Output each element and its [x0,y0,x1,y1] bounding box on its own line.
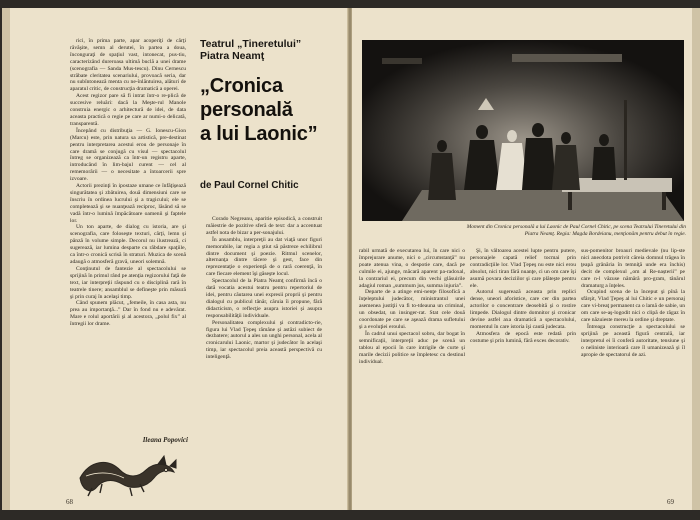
byline: de Paul Cornel Chitic [200,180,299,191]
left-page [10,8,348,510]
paragraph: Un ton aparte, de dialog cu istoria, are şi scenografia, care foloseşte texturi, cărţi, lemn şi pânză în volume simple. Decorul nu ilustrează, ci sugerează, iar lumina desparte cu răbdare spaţiile, ca într-o cronică scrisă în straturi. Muzica de scenă adaugă o atmosferă gravă, uneori solemnă. [70,224,186,265]
right-column-1 [359,248,465,504]
photo-caption: Moment din Cronica personală a lui Laonic de Paul Cornel Chitic, pe scena Teatrului Tineretului din Piatra Neamţ. Regia: Magda Bordeianu, menţionăm pentru debut în regie. [466,224,686,237]
paragraph: Ocupind scena de la început şi pînă la sfârşit, Vlad Ţepeş al lui Chitic e un personaj care vi-breaţ permanent ca o lamă de sabie, un om care se‑aş‑logodit nici o clipă de răgaz în care năzuieste mereu la ordine şi dreptate. [581,289,685,324]
paragraph: Când spunem plăcut, „femeile, în casa asta, nu prea au importanţă...” Dar în fond nu e adevărat. Mare e rolul aportării şi al acestora, „polul fix” al întregii lor drame. [70,300,186,328]
right-page-edge [692,8,700,510]
stage-scene-image [362,40,684,221]
page-number: 69 [667,498,674,506]
theatre-name-line2: Piatra Neamţ [200,50,265,62]
left-column-2 [206,216,322,508]
right-column-3 [581,248,685,504]
page-number: 68 [66,498,73,506]
paragraph: Conţinutul de fantezie al spectacolului se sprijină în primul rând pe atenţia regizorului faţă de text, iar interpreţii răspund cu o disciplină rară în teatrele tinere; ansamblul se defineşte prin măsură şi prin curaj în acelaşi timp. [70,265,186,300]
paragraph: Spectacolul de la Piatra Neamţ confirmă încă o dată vocatia acestui teatru pentru repertoriul de idei, pentru căutarea unei expresii proprii şi pentru dialogul cu publicul tânăr, căruia îi propune, fără didacticism, o reflecţie asupra istoriei şi asupra responsabilităţii individuale. [206,278,322,319]
paragraph: Personalitatea complexului şi contradicto-rie, figura lui Vlad Ţepeş rămâne şi astăzi subiect de dezbatere; autorul a ales un unghi personal, acela al cronicarului Laonic, martor şi judecător în acelaşi timp, iar spectacolul preia această perspectivă cu inteligenţă. [206,319,322,361]
right-page [352,8,692,510]
title-line2: personală [200,99,293,121]
paragraph: Şi, în vâltoarea acestei lupte pentru putere, personajele capată relief tocmai prin contradicţiile lor. Vlad Ţepeş nu este nici erou absolut, nici tiran fără nuanţe, ci un om care îşi asumă povara deciziilor şi care plăteşte pentru ele. [470,248,576,289]
paragraph: În ansamblu, interpreţii au dat viaţă unor figuri memorabile, iar regia a ştiut să păstreze echilibrul dintre document şi poezie. Ritmul scenelor, alternanţa dintre tăcere şi gest, face din reprezentaţie o experienţă de o rară coerenţă, în care fiecare element îşi găseşte locul. [206,236,322,278]
theatre-name [200,38,340,62]
paragraph: În cadrul unui spectacol sobru, dar bogat în semnificaţii, interpreţii aduc pe scenă un tablou al epocii în care intrigile de curte şi marile decizii politice se împletesc cu destinul individual. [359,330,465,365]
paragraph: rici, în prima parte, apar acoperiţi de cărţi răvăşite, semn al derutei, în partea a doua, înconguraţi de spaţiul vast, intonecat, pus-tiu, caracterizând dureroasa ultimă buclă a unei drame (scenografia — Sanda Mus-tescu). Dinu Cernescu străbate cleritatea scenariului, provoacă seria, dar nu subîntonează menta cu ne-înlăntuirea, alături de aparatul critic, de construcţia dramatică a operei. [70,38,186,93]
dragon-ornament-icon [72,448,182,498]
paragraph: Autorul sugerează aceasta prin replici dense, uneori aforistice, care cer din partea actorilor o concentrare deosebită şi o rostire limpede. Dialogul dintre domnitor şi cronicar devine astfel axa dramatică a spectacolului, momentul în care istoria îşi caută judecata. [470,289,576,330]
paragraph: Atmosfera de epocă este redată prin costume şi prin lumină, fără exces decorativ. [470,330,576,344]
paragraph: Corado Negreanu, aparitie episodică, a construit măiestrie de pozitive sferă de text: dar a accentuat astfel nota de bizar a per-sonajului. [206,216,322,236]
paragraph: Întreaga construcţie a spectacolului se sprijină pe această figură centrală, iar interpretul ei îi conferă autoritate, tensiune şi o neliniste interioară care îl umanizează şi îl apropie de spectatorul de azi. [581,323,685,358]
right-column-2 [470,248,576,504]
title-line1: „Cronica [200,75,283,97]
theatre-name-line1: Teatrul „Tineretului” [200,38,302,50]
paragraph: Acest regizor pare să fi intrat într-o re-plică de succesive reluări: dacă la Meşte-rul Manole construia energic o arhitectură de idei, de data aceasta practică o regie pe care ar numi-o delicată, transparentă. [70,93,186,127]
stage-photo [362,40,684,221]
title-line3: a lui Laonic” [200,123,318,145]
paragraph: sus-pomenitor broauri medievale (nu lip-ste nici anecdota potrivit căreia domnul trăgea în ţeapă grânăria în temniţă unde era închis) decit de complexul „om al Re-nașterii” pe care n-l văzuse nămără pro-gram, tânărul dramaturg a înţeles. [581,248,685,289]
paragraph: Departe de a atinge emi-nenţe filosofică a înţeleptului judecător, ministrantul unei asemenea justiţii va fi to-tdeauna un criminal, un obsedat, un insinger-rat. Stat cele două coordonate pe care se aşează drama sufletului şi a evoluţiei eroului. [359,289,465,330]
article-title [200,74,345,146]
left-page-edge [2,8,10,510]
paragraph: rabil urmată de executarea lui, în care nici o împrejurare anume, nici o „circumstanţă” nu poate atenua vina, o despotie care, dacă pe culmile ei, ajunge, măcară aparent pa-radoxal, la contrariul ei, precum din vechi glăsuirile adagiul roman „summum jus, summa injuria”. [359,248,465,289]
review-author: Ileana Popovici [142,436,188,444]
paragraph: Actorii prezinţi în ipostaze umane ce înfăţişează singurătatea şi zbătuirea, două dimensiuni care se înscriu în ordinea lucrului şi a tragicului; ele se completează şi se nuanţează reciproc, lăsând să se vadă într-o lumină împăcătoare oamenii şi faptele lor. [70,183,186,224]
paragraph: Începând cu distribuţia — G. Ionescu-Gion (Marcu) este, prin natura sa artistică, pre-destinat pentru interpretarea acestui erou de personaje în care dramă se conjugă cu visul — spectacolul întreg se organizează ca într-un registru aparte, introducând în lim-bajul curent — cel al rememorării — o necesitate a întoarcerii spre izvoare. [70,127,186,183]
left-column-1 [70,38,186,430]
